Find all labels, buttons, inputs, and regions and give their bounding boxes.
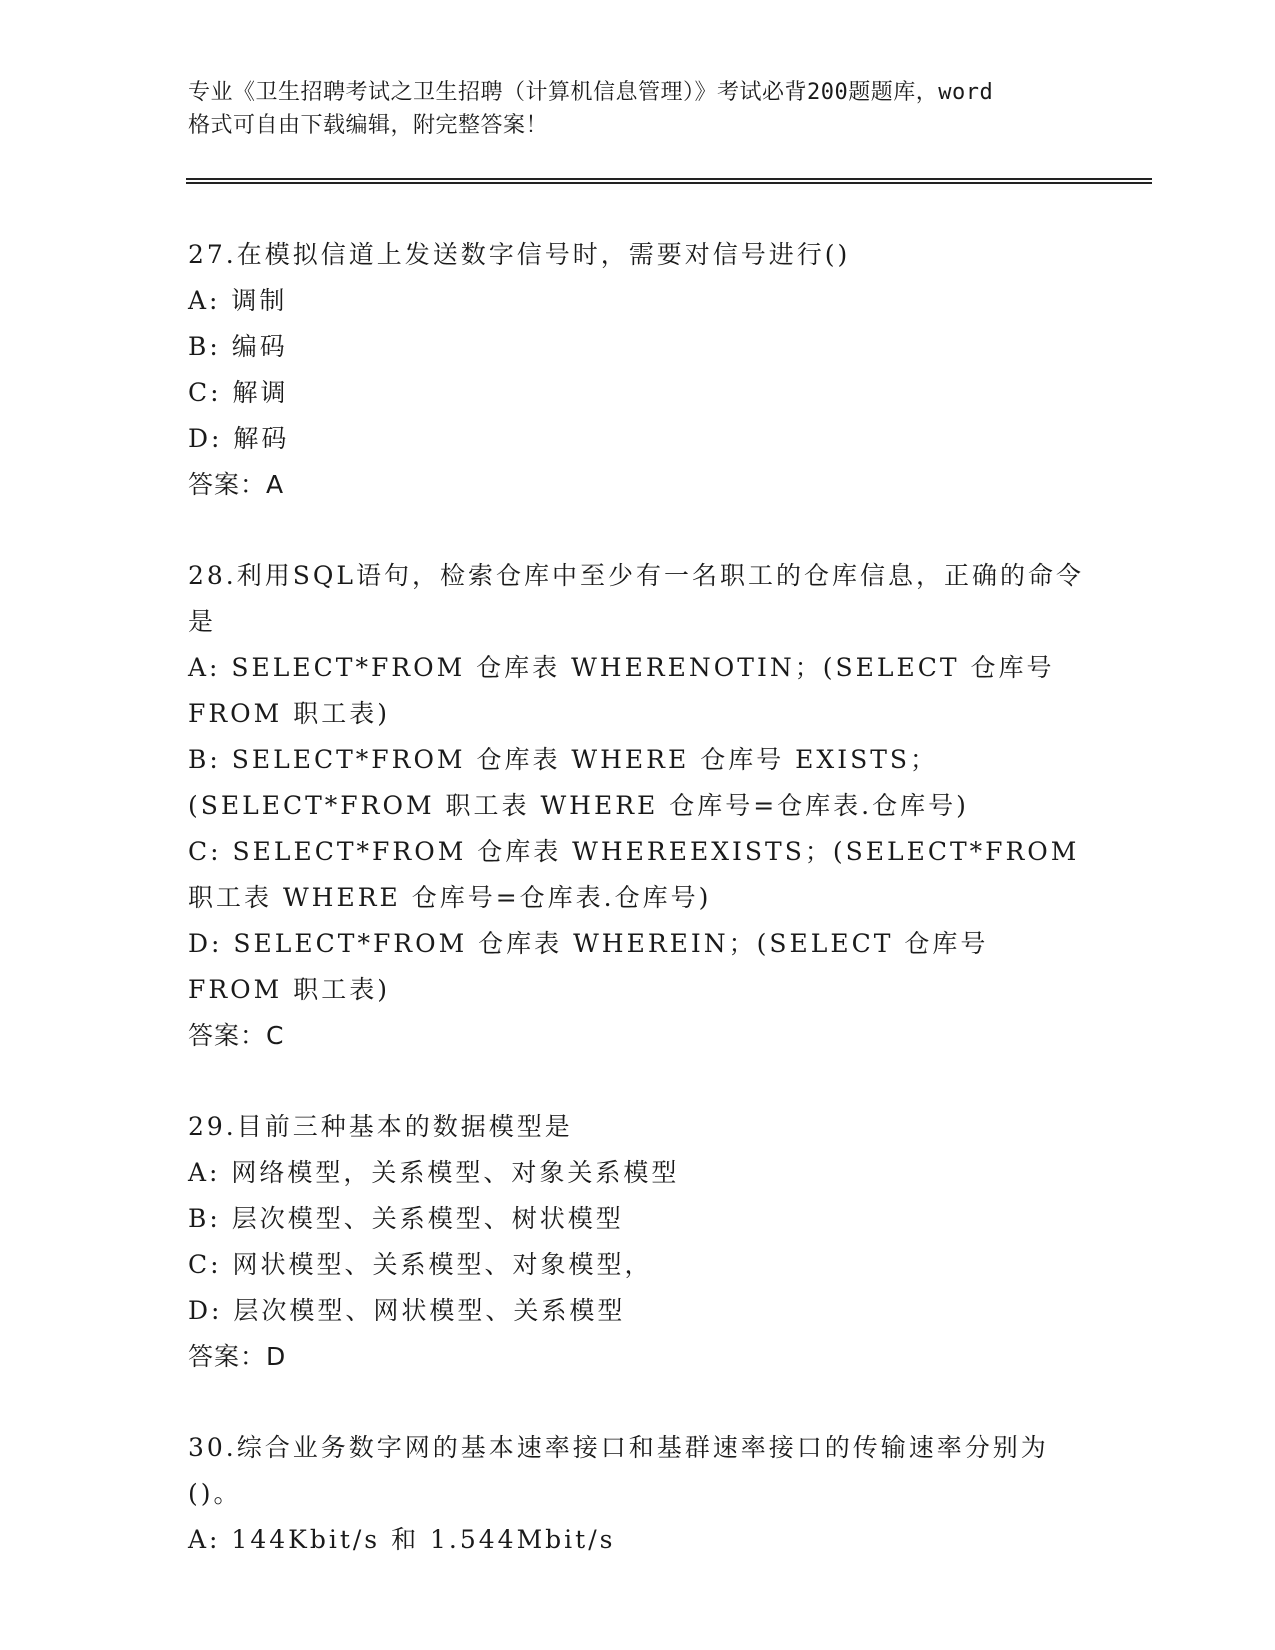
option-d: D: SELECT*FROM 仓库表 WHEREIN；(SELECT 仓库号 FROM 职工表) xyxy=(188,929,989,1004)
option-b: B: SELECT*FROM 仓库表 WHERE 仓库号 EXISTS；(SELECT*FROM 职工表 WHERE 仓库号=仓库表.仓库号) xyxy=(188,745,969,820)
answer: 答案：C xyxy=(188,1021,285,1050)
option-c: C: 解调 xyxy=(188,378,289,407)
option-d: D: 解码 xyxy=(188,424,290,453)
question-30 xyxy=(188,1425,1088,1563)
question-28 xyxy=(188,553,1088,1059)
option-d: D: 层次模型、网状模型、关系模型 xyxy=(188,1296,626,1325)
option-a: A: 144Kbit/s 和 1.544Mbit/s xyxy=(188,1525,616,1554)
option-b: B: 编码 xyxy=(188,332,288,361)
question-29 xyxy=(188,1104,1088,1380)
question-stem: 29.目前三种基本的数据模型是 xyxy=(188,1112,573,1141)
question-27 xyxy=(188,232,1088,508)
option-a: A: SELECT*FROM 仓库表 WHERENOTIN；(SELECT 仓库号 FROM 职工表) xyxy=(188,653,1055,728)
header-divider xyxy=(186,178,1152,184)
question-stem: 28.利用SQL语句，检索仓库中至少有一名职工的仓库信息，正确的命令是 xyxy=(188,561,1084,636)
header-note-line-1: 专业《卫生招聘考试之卫生招聘（计算机信息管理）》考试必背200题题库，word xyxy=(188,80,994,105)
question-stem: 30.综合业务数字网的基本速率接口和基群速率接口的传输速率分别为()。 xyxy=(188,1433,1049,1508)
option-b: B: 层次模型、关系模型、树状模型 xyxy=(188,1204,624,1233)
question-list xyxy=(188,232,1088,1608)
question-stem: 27.在模拟信道上发送数字信号时，需要对信号进行() xyxy=(188,240,851,269)
option-c: C: 网状模型、关系模型、对象模型， xyxy=(188,1250,653,1279)
option-a: A: 网络模型，关系模型、对象关系模型 xyxy=(188,1158,680,1187)
option-c: C: SELECT*FROM 仓库表 WHEREEXISTS；(SELECT*FROM 职工表 WHERE 仓库号=仓库表.仓库号) xyxy=(188,837,1080,912)
header-note-line-2: 格式可自由下载编辑，附完整答案！ xyxy=(188,113,549,138)
option-a: A: 调制 xyxy=(188,286,288,315)
answer: 答案：D xyxy=(188,1342,287,1371)
header-note xyxy=(188,76,1088,142)
answer: 答案：A xyxy=(188,470,285,499)
